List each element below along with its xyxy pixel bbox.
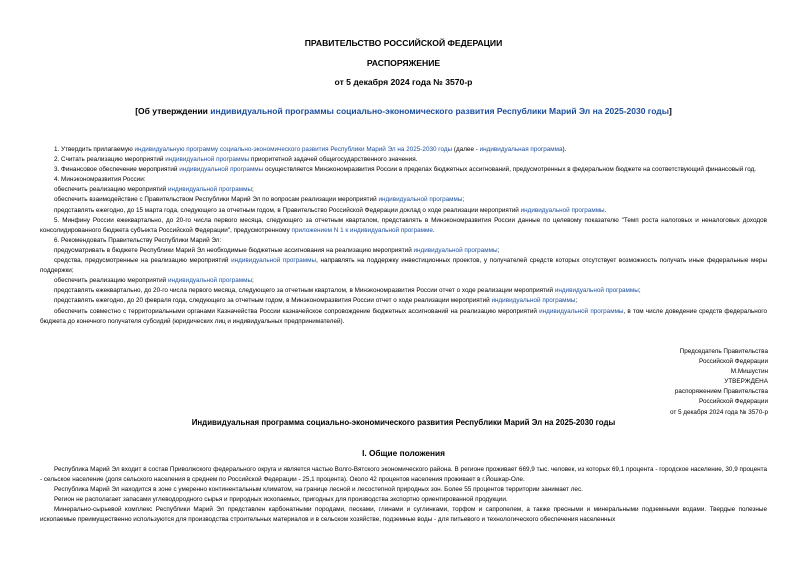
program-para-2: Республика Марий Эл находится в зоне с умеренно континентальным климатом, на границе лесной и лесостепной природных зон. Более 55 процентов территории занимает лес. [54, 486, 583, 494]
program-para-1: Республика Марий Эл входит в состав Приволжского федерального округа и является частью Волго-Вятского экономического района. В регионе проживает 669,9 тыс. человек, из которых 69,1 процента - городское население, 30,9 процента - сельское население (доля сельского населения в среднем по Российской Федерации - 25,1 процента). Около 42 процентов населения проживает в г.Йошкар-Оле. [40, 466, 767, 484]
approved-by: распоряжением Правительства [674, 388, 768, 396]
program-link[interactable]: индивидуальной программы [554, 287, 639, 295]
signature-position: Председатель Правительства [679, 348, 768, 355]
item-1: 1. Утвердить прилагаемую индивидуальную программу социально-экономического развития Республики Марий Эл на 2025-2030 годы (далее - индивидуальная программа). [54, 146, 567, 153]
program-link[interactable]: индивидуальной программы [179, 166, 264, 174]
subject-link[interactable]: индивидуальной программы социально-экономического развития Республики Марий Эл на 2025-2030 годы [210, 106, 669, 116]
doc-date-number: от 5 декабря 2024 года № 3570-р [334, 77, 473, 87]
approved-label: УТВЕРЖДЕНА [724, 378, 768, 386]
item-6: 6. Рекомендовать Правительству Республики Марий Эл: [54, 236, 222, 244]
item-6-2: средства, предусмотренные на реализацию мероприятий индивидуальной программы, направлять на поддержку инвестиционных проектов, у получателей средств которых отсутствует возможность получать иные федеральные меры поддержки; [40, 257, 768, 275]
signature-block [568, 347, 768, 418]
item-6-1: предусматривать в бюджете Республики Марий Эл необходимые бюджетные ассигнования на реализацию мероприятий индивидуальной программы; [54, 246, 500, 254]
program-para-3: Регион не располагает запасами углеводородного сырья и природных ископаемых, пригодных для производства экспортно ориентированной продукции. [54, 496, 508, 504]
program-link[interactable]: индивидуальной программы [165, 156, 250, 164]
approved-org: Российской Федерации [699, 398, 768, 406]
program-link[interactable]: индивидуальной программы [491, 297, 576, 305]
program-link[interactable]: индивидуальную программу социально-экономического развития Республики Марий Эл на 2025-2030 годы [134, 146, 453, 153]
item-6-6: обеспечить совместно с территориальными органами Казначейства России казначейское сопровождение бюджетных ассигнований на реализацию мероприятий индивидуальной программы, в том числе доведение средств федерального бюджета до конечного получателя субсидий (юридических лиц и индивидуальных предпринимателей). [40, 307, 768, 325]
doc-subject: [Об утверждении индивидуальной программы социально-экономического развития Республики Марий Эл на 2025-2030 годы] [135, 106, 672, 116]
item-4: 4. Минэкономразвития России: [54, 176, 146, 184]
appendix-link[interactable]: приложением N 1 к индивидуальной программе [291, 226, 433, 234]
program-para-4: Минерально-сырьевой комплекс Республики Марий Эл представлен карбонатными породами, песками, глинами и суглинками, торфом и сапропелем, а также пресными и минеральными подземными водами. Твердые полезные ископаемые преимущественно используются для производства строительных материалов и в сельском хозяйстве, подземные воды - для питьевого и технологического обеспечения населенных [40, 506, 767, 524]
approved-date: от 5 декабря 2024 года № 3570-р [669, 408, 768, 416]
item-6-4: представлять ежеквартально, до 20-го числа первого месяца, следующего за отчетным кварталом, в Минэкономразвития России отчет о ходе реализации мероприятий индивидуальной программы; [54, 287, 641, 295]
item-5: 5. Минфину России ежеквартально, до 20-го числа первого месяца, следующего за отчетным кварталом, представлять в Минэкономразвития России данные по целевому показателю "Темп роста налоговых и неналоговых доходов консолидированного бюджета субъекта Российской Федерации", предусмотренному приложением N 1 к индивидуальной программе. [40, 216, 767, 234]
program-link[interactable]: индивидуальной программы [167, 186, 253, 194]
program-link[interactable]: индивидуальной программы [539, 307, 624, 315]
signature-org: Российской Федерации [699, 358, 768, 366]
item-2: 2. Считать реализацию мероприятий индивидуальной программы приоритетной задачей общегосударственного значения. [54, 156, 418, 164]
program-title: Индивидуальная программа социально-экономического развития Республики Марий Эл на 2025-2030 годы [191, 418, 616, 427]
item-4-3: представлять ежегодно, до 15 марта года, следующего за отчетным годом, в Правительство Российской Федерации доклад о ходе реализации мероприятий индивидуальной программы. [54, 206, 607, 214]
program-body [40, 465, 767, 526]
program-link[interactable]: индивидуальной программы [231, 257, 317, 265]
signature-name: М.Мишустин [730, 368, 768, 376]
program-link[interactable]: индивидуальной программы [378, 196, 463, 204]
decree-body [40, 145, 767, 327]
item-4-1: обеспечить реализацию мероприятий индивидуальной программы; [54, 186, 254, 194]
org-heading: ПРАВИТЕЛЬСТВО РОССИЙСКОЙ ФЕДЕРАЦИИ [304, 38, 503, 48]
program-link[interactable]: индивидуальной программы [167, 277, 253, 285]
item-6-5: представлять ежегодно, до 20 февраля года, следующего за отчетным годом, в Минэкономразвития России отчет о ходе реализации мероприятий индивидуальной программы; [54, 297, 578, 305]
program-short-link[interactable]: индивидуальная программа [479, 146, 563, 153]
program-link[interactable]: индивидуальной программы [413, 246, 498, 254]
doc-type-heading: РАСПОРЯЖЕНИЕ [366, 58, 441, 68]
item-4-2: обеспечить взаимодействие с Правительством Республики Марий Эл по вопросам реализации мероприятий индивидуальной программы; [54, 196, 465, 204]
program-link[interactable]: индивидуальной программы [520, 206, 605, 214]
item-6-3: обеспечить реализацию мероприятий индивидуальной программы; [54, 277, 254, 285]
item-3: 3. Финансовое обеспечение мероприятий индивидуальной программы осуществляется Минэкономразвития России в пределах бюджетных ассигнований, предусмотренных в федеральном бюджете на соответствующий финансовый год. [54, 166, 757, 174]
section-heading: I. Общие положения [362, 448, 445, 458]
